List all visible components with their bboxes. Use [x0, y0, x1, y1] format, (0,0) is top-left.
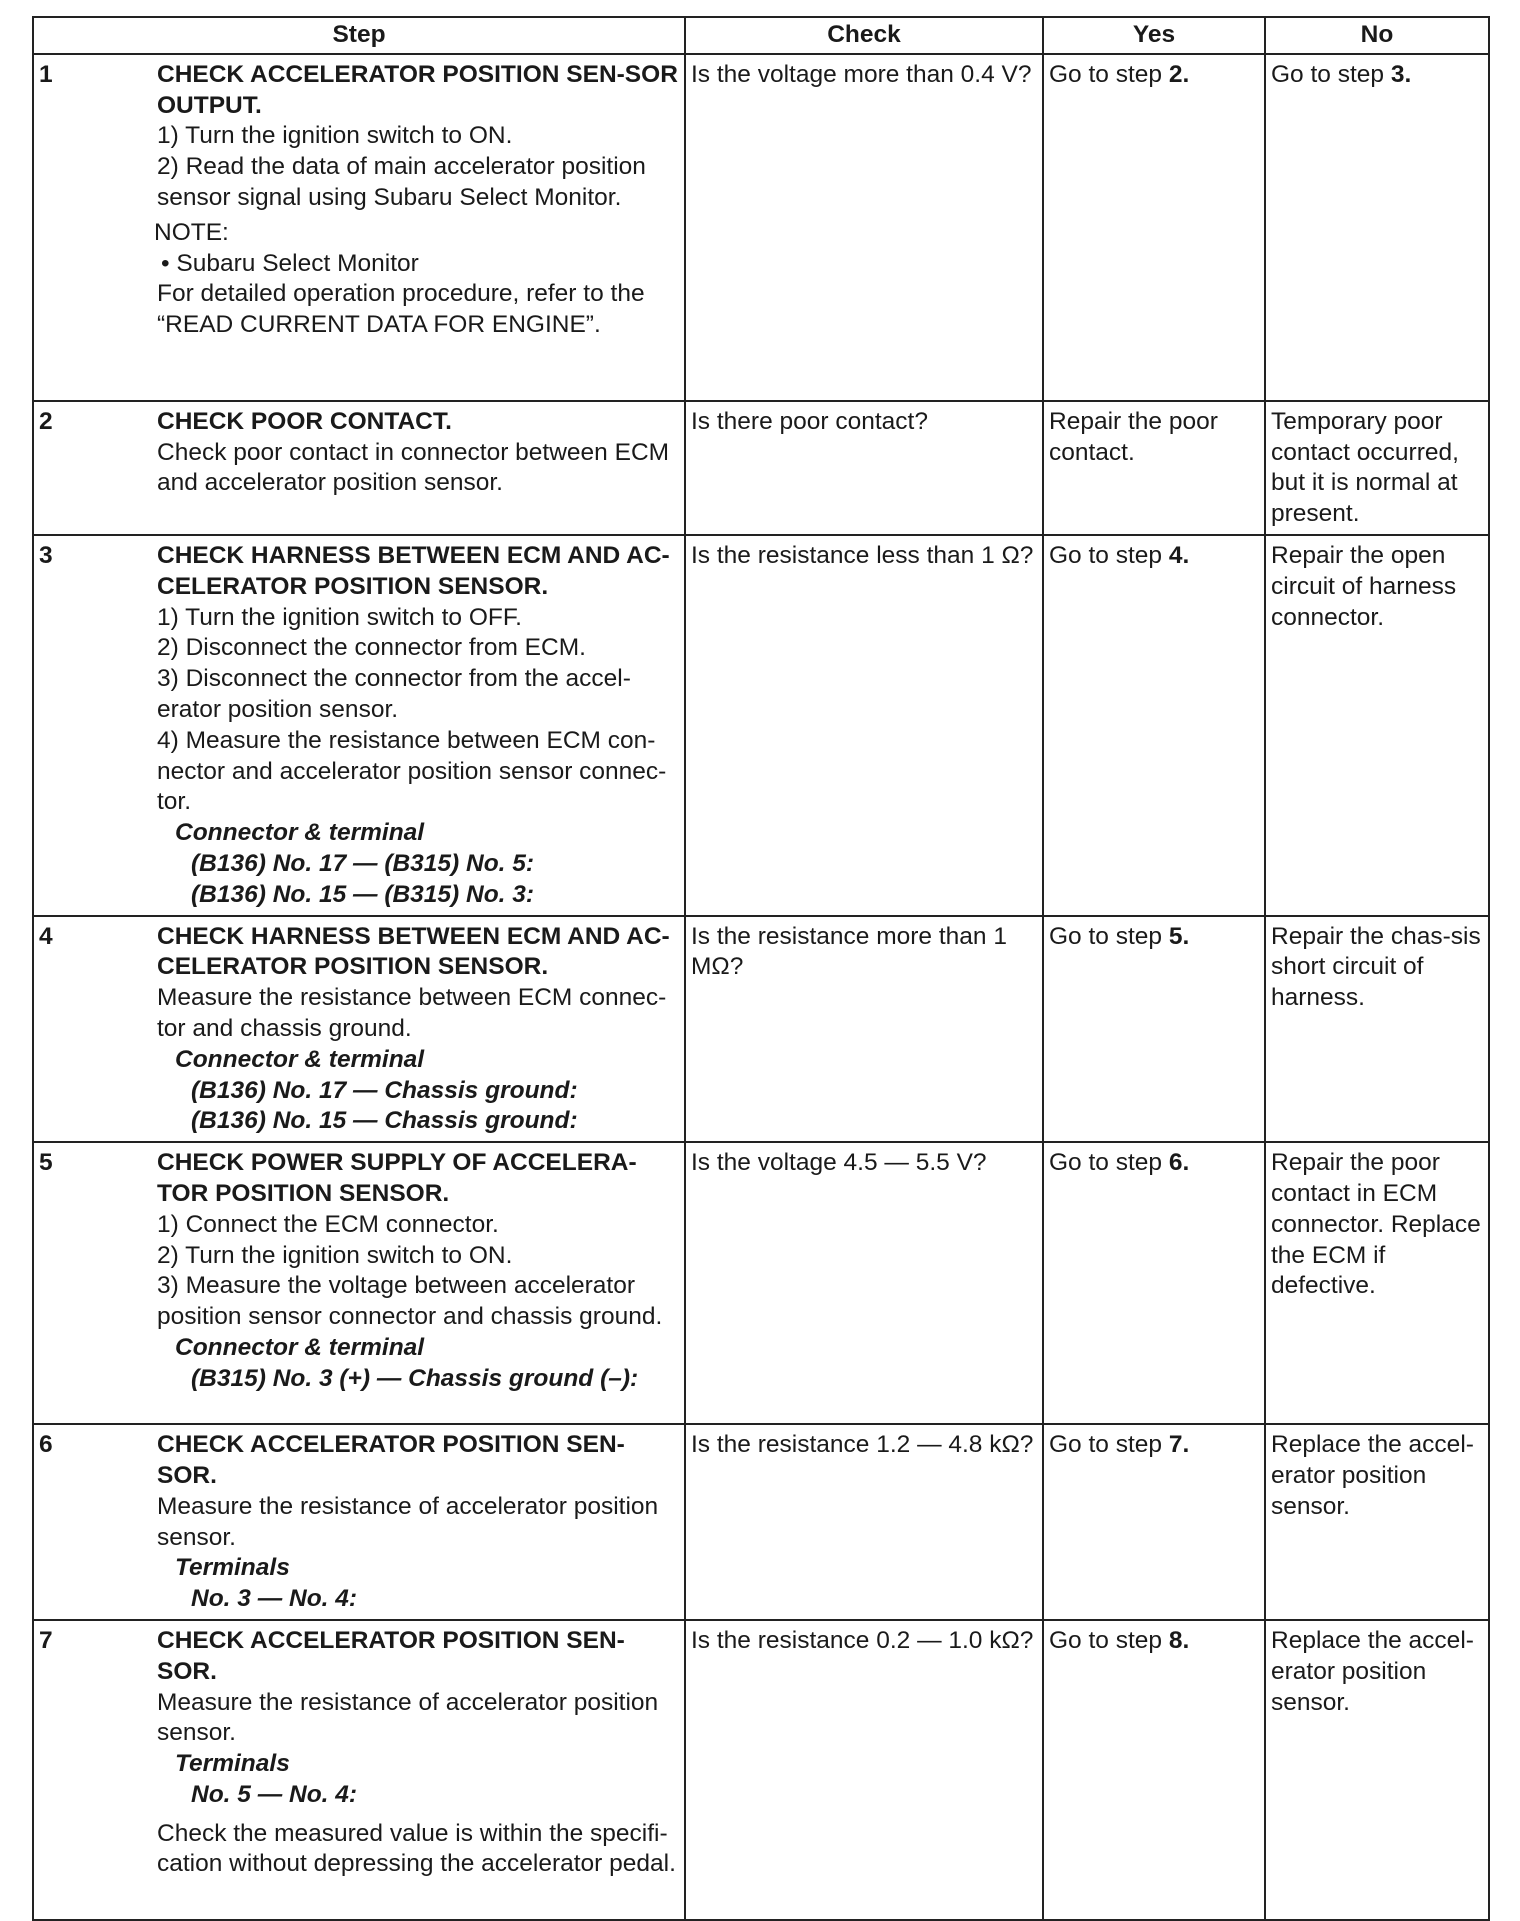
- header-yes: Yes: [1043, 17, 1265, 54]
- step-title: CHECK ACCELERATOR POSITION SEN-SOR.: [157, 1626, 625, 1685]
- step-cell: [33, 54, 685, 401]
- no-text: Replace the accel-erator position sensor.: [1271, 1431, 1474, 1520]
- spec-line: (B315) No. 3 (+) — Chassis ground (–):: [191, 1364, 639, 1392]
- step-instruction-line: Measure the resistance between ECM connec-tor and chassis ground.: [157, 984, 667, 1042]
- table-row: [33, 1620, 1489, 1920]
- note-line: • Subaru Select Monitor: [161, 249, 419, 277]
- spec-heading: Terminals: [175, 1750, 290, 1778]
- step-number: 5: [39, 1149, 53, 1177]
- step-content: [39, 922, 679, 1138]
- step-number: 3: [39, 541, 53, 569]
- table-row: [33, 401, 1489, 535]
- step-content: [39, 1148, 679, 1394]
- table-header-row: [33, 17, 1489, 54]
- yes-cell: [1043, 54, 1265, 401]
- no-step-ref: 3.: [1390, 60, 1412, 88]
- step-instruction-line: 1) Turn the ignition switch to ON.: [157, 122, 513, 150]
- step-instruction-line: 2) Turn the ignition switch to ON.: [157, 1241, 513, 1269]
- yes-step-ref: 4.: [1168, 541, 1190, 569]
- step-cell: [33, 1142, 685, 1424]
- step-content: [39, 60, 679, 341]
- step-instruction-line: Measure the resistance of accelerator position sensor.: [157, 1492, 659, 1551]
- step-title: CHECK POWER SUPPLY OF ACCELERA-TOR POSITION SENSOR.: [157, 1149, 637, 1207]
- spec-line: (B136) No. 15 — (B315) No. 3:: [191, 880, 535, 908]
- step-instructions: [157, 1430, 679, 1615]
- yes-text: Go to step: [1049, 1431, 1169, 1459]
- yes-cell: [1043, 916, 1265, 1143]
- diagnostic-table: [32, 16, 1490, 1921]
- step-title: CHECK HARNESS BETWEEN ECM AND AC-CELERATOR POSITION SENSOR.: [157, 541, 670, 600]
- step-instructions: [157, 922, 679, 1138]
- step-title: CHECK ACCELERATOR POSITION SEN-SOR.: [157, 1431, 625, 1489]
- note-line: NOTE:: [154, 218, 229, 246]
- step-instruction-line: Measure the resistance of accelerator position sensor.: [157, 1688, 659, 1747]
- yes-step-ref: 7.: [1168, 1431, 1190, 1459]
- step-cell: [33, 1424, 685, 1620]
- check-cell: Is there poor contact?: [685, 401, 1043, 535]
- no-cell: [1265, 54, 1489, 401]
- yes-text: Go to step: [1049, 60, 1169, 88]
- no-text: Temporary poor contact occurred, but it is normal at present.: [1271, 407, 1459, 528]
- step-cell: [33, 535, 685, 916]
- spec-heading: Connector & terminal: [175, 1333, 425, 1361]
- no-cell: [1265, 1424, 1489, 1620]
- spec-line: (B136) No. 15 — Chassis ground:: [191, 1107, 578, 1135]
- no-text: Replace the accel-erator position sensor.: [1271, 1626, 1474, 1716]
- step-number: 6: [39, 1431, 53, 1459]
- header-no: No: [1265, 17, 1489, 54]
- step-number: 7: [39, 1626, 53, 1654]
- no-cell: [1265, 535, 1489, 916]
- spec-line: (B136) No. 17 — (B315) No. 5:: [191, 849, 535, 877]
- yes-cell: [1043, 1424, 1265, 1620]
- yes-cell: [1043, 535, 1265, 916]
- yes-text: Go to step: [1049, 541, 1169, 569]
- yes-step-ref: 8.: [1168, 1626, 1190, 1654]
- check-cell: Is the resistance 0.2 — 1.0 kΩ?: [685, 1620, 1043, 1920]
- no-cell: [1265, 1142, 1489, 1424]
- step-instruction-line: 4) Measure the resistance between ECM con-nector and accelerator position sensor connec-tor.: [157, 726, 667, 816]
- check-cell: Is the resistance less than 1 Ω?: [685, 535, 1043, 916]
- yes-step-ref: 5.: [1168, 922, 1190, 950]
- header-step: Step: [33, 17, 685, 54]
- step-instruction-line: 2) Disconnect the connector from ECM.: [157, 634, 586, 662]
- step-instructions: [157, 541, 679, 911]
- no-cell: [1265, 401, 1489, 535]
- note-line: For detailed operation procedure, refer to the “READ CURRENT DATA FOR ENGINE”.: [157, 280, 645, 339]
- table-row: [33, 916, 1489, 1143]
- step-instructions: [157, 407, 679, 499]
- step-number: 2: [39, 407, 53, 435]
- step-extra-note: Check the measured value is within the specifi-cation without depressing the accelerator pedal.: [157, 1819, 676, 1878]
- no-text: Repair the poor contact in ECM connector. Replace the ECM if defective.: [1271, 1149, 1481, 1300]
- spec-line: No. 3 — No. 4:: [191, 1585, 358, 1613]
- step-number: 4: [39, 922, 53, 950]
- check-cell: Is the voltage more than 0.4 V?: [685, 54, 1043, 401]
- no-text: Repair the chas-sis short circuit of harness.: [1271, 922, 1481, 1012]
- step-cell: [33, 401, 685, 535]
- spec-heading: Terminals: [175, 1554, 290, 1582]
- step-content: [39, 541, 679, 911]
- step-note: [154, 218, 679, 341]
- no-text: Go to step: [1271, 60, 1391, 88]
- spec-heading: Connector & terminal: [175, 1045, 425, 1073]
- yes-cell: [1043, 1620, 1265, 1920]
- step-instructions: [157, 1148, 679, 1394]
- spec-heading: Connector & terminal: [175, 819, 425, 847]
- step-cell: [33, 916, 685, 1143]
- yes-text: Go to step: [1049, 1149, 1169, 1177]
- yes-text: Repair the poor contact.: [1049, 407, 1218, 466]
- spec-line: (B136) No. 17 — Chassis ground:: [191, 1076, 578, 1104]
- table-row: [33, 54, 1489, 401]
- yes-cell: [1043, 1142, 1265, 1424]
- step-content: [39, 1626, 679, 1880]
- step-instruction-line: 3) Measure the voltage between accelerator position sensor connector and chassis ground.: [157, 1272, 663, 1331]
- yes-cell: [1043, 401, 1265, 535]
- step-content: [39, 407, 679, 499]
- step-title: CHECK HARNESS BETWEEN ECM AND AC-CELERATOR POSITION SENSOR.: [157, 922, 670, 981]
- no-text: Repair the open circuit of harness connector.: [1271, 541, 1457, 631]
- no-cell: [1265, 1620, 1489, 1920]
- check-cell: Is the resistance more than 1 MΩ?: [685, 916, 1043, 1143]
- step-number: 1: [39, 60, 53, 88]
- yes-step-ref: 6.: [1168, 1149, 1190, 1177]
- spec-line: No. 5 — No. 4:: [191, 1780, 358, 1808]
- check-cell: Is the voltage 4.5 — 5.5 V?: [685, 1142, 1043, 1424]
- yes-text: Go to step: [1049, 922, 1169, 950]
- table-row: [33, 1142, 1489, 1424]
- step-instructions: [157, 1626, 679, 1880]
- yes-text: Go to step: [1049, 1626, 1169, 1654]
- step-instructions: [154, 60, 679, 341]
- step-title: CHECK ACCELERATOR POSITION SEN-SOR OUTPUT.: [157, 60, 678, 119]
- check-cell: Is the resistance 1.2 — 4.8 kΩ?: [685, 1424, 1043, 1620]
- table-row: [33, 1424, 1489, 1620]
- step-instruction-line: Check poor contact in connector between ECM and accelerator position sensor.: [157, 438, 670, 497]
- step-cell: [33, 1620, 685, 1920]
- step-title: CHECK POOR CONTACT.: [157, 407, 452, 435]
- step-content: [39, 1430, 679, 1615]
- header-check: Check: [685, 17, 1043, 54]
- table-row: [33, 535, 1489, 916]
- no-cell: [1265, 916, 1489, 1143]
- step-instruction-line: 1) Turn the ignition switch to OFF.: [157, 603, 522, 631]
- step-instruction-line: 1) Connect the ECM connector.: [157, 1210, 499, 1238]
- step-instruction-line: 2) Read the data of main accelerator position sensor signal using Subaru Select Monitor.: [157, 153, 646, 211]
- yes-step-ref: 2.: [1168, 60, 1190, 88]
- step-instruction-line: 3) Disconnect the connector from the accel-erator position sensor.: [157, 665, 631, 723]
